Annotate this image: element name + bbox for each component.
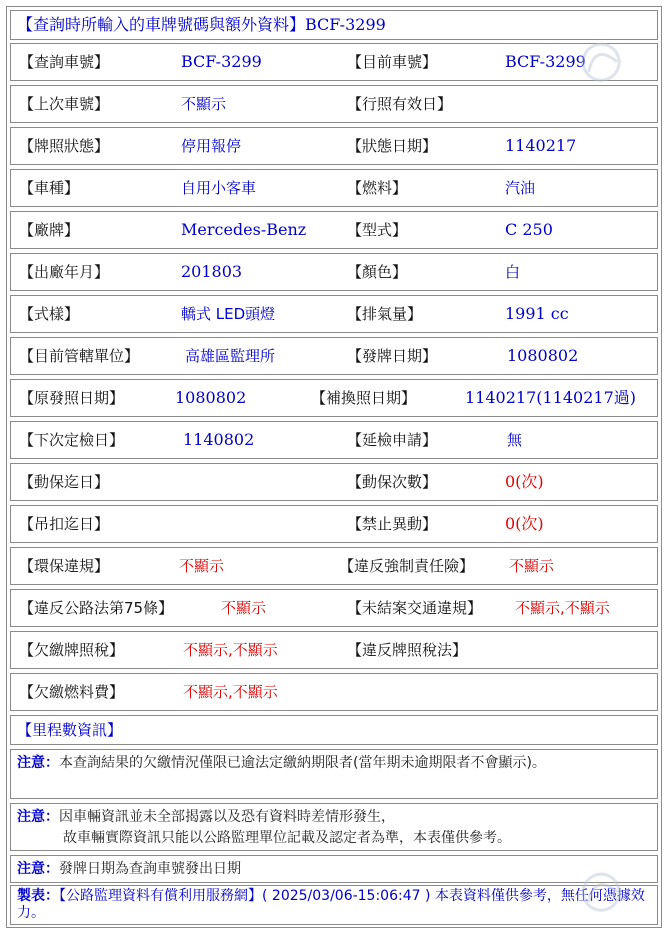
report-footer: [10, 885, 658, 925]
value-insurance-violation: 不顯示: [509, 557, 555, 575]
label-transfer-ban: 【禁止異動】: [347, 515, 438, 533]
value-highway-law-violation: 不顯示: [221, 599, 267, 617]
label-inspection-extension: 【延檢申請】: [347, 431, 438, 449]
value-vehicle-type: 自用小客車: [181, 179, 257, 197]
value-unpaid-fuel-fee: 不顯示,不顯示: [183, 683, 278, 701]
row-query-plate: [10, 43, 658, 81]
value-reissue-date: 1140217(1140217過): [465, 388, 637, 407]
label-chattel-mortgage-count: 【動保次數】: [347, 473, 438, 491]
value-chattel-mortgage-count: 0(次): [505, 472, 544, 491]
label-brand: 【廠牌】: [19, 221, 80, 239]
label-license-valid-date: 【行照有效日】: [347, 95, 453, 113]
row-highway-law: [10, 589, 658, 627]
note-3: [10, 855, 658, 883]
vehicle-report: [6, 6, 662, 928]
label-body-style: 【式樣】: [19, 305, 80, 323]
row-environmental: [10, 547, 658, 585]
row-manufacture-date: [10, 253, 658, 291]
row-brand: [10, 211, 658, 249]
value-color: 白: [505, 263, 521, 281]
label-environmental-violation: 【環保違規】: [19, 557, 110, 575]
row-vehicle-type: [10, 169, 658, 207]
label-query-plate: 【查詢車號】: [19, 53, 110, 71]
value-unpaid-license-tax: 不顯示,不顯示: [183, 641, 278, 659]
note-text: 故車輛實際資訊只能以公路監理單位記載及認定者為準，本表僅供參考。: [63, 830, 511, 846]
note-label: 注意：: [17, 755, 59, 771]
label-plate-status: 【牌照狀態】: [19, 137, 110, 155]
label-insurance-violation: 【違反強制責任險】: [339, 557, 475, 575]
value-brand: Mercedes-Benz: [181, 220, 307, 239]
value-manufacture-date: 201803: [181, 262, 243, 281]
row-fuel-fee: [10, 673, 658, 711]
label-unpaid-license-tax: 【欠繳牌照稅】: [19, 641, 125, 659]
value-body-style: 轎式 LED頭燈: [181, 305, 276, 323]
value-query-plate: BCF-3299: [181, 52, 262, 71]
label-next-inspection: 【下次定檢日】: [19, 431, 125, 449]
label-fuel: 【燃料】: [347, 179, 408, 197]
note-text: 因車輛資訊並未全部揭露以及恐有資料時差情形發生，: [59, 809, 395, 825]
row-original-license-date: [10, 379, 658, 417]
value-environmental-violation: 不顯示: [179, 557, 225, 575]
value-current-plate: BCF-3299: [505, 52, 586, 71]
note-2: [10, 803, 658, 851]
value-inspection-extension: 無: [507, 431, 523, 449]
note-1: [10, 749, 658, 799]
label-unpaid-fuel-fee: 【欠繳燃料費】: [19, 683, 125, 701]
label-current-plate: 【目前車號】: [347, 53, 438, 71]
row-plate-status: [10, 127, 658, 165]
note-label: 注意：: [17, 861, 59, 877]
footer-label: 製表：: [17, 888, 59, 904]
row-previous-plate: [10, 85, 658, 123]
row-license-tax: [10, 631, 658, 669]
label-displacement: 【排氣量】: [347, 305, 423, 323]
label-manufacture-date: 【出廠年月】: [19, 263, 110, 281]
value-status-date: 1140217: [505, 136, 577, 155]
value-transfer-ban: 0(次): [505, 514, 544, 533]
label-reissue-date: 【補換照日期】: [311, 389, 417, 407]
note-label: 注意：: [17, 809, 59, 825]
row-chattel-mortgage: [10, 463, 658, 501]
label-license-tax-violation: 【違反牌照稅法】: [347, 641, 468, 659]
label-open-traffic-violation: 【未結案交通違規】: [347, 599, 483, 617]
row-body-style: [10, 295, 658, 333]
label-jurisdiction: 【目前管轄單位】: [19, 347, 140, 365]
label-chattel-mortgage-date: 【動保迄日】: [19, 473, 110, 491]
row-suspension: [10, 505, 658, 543]
value-original-license-date: 1080802: [175, 388, 247, 407]
label-plate-issue-date: 【發牌日期】: [347, 347, 438, 365]
value-next-inspection: 1140802: [183, 430, 255, 449]
value-plate-issue-date: 1080802: [507, 346, 579, 365]
label-highway-law-violation: 【違反公路法第75條】: [19, 599, 174, 617]
label-vehicle-type: 【車種】: [19, 179, 80, 197]
mileage-section-title: 【里程數資訊】: [10, 715, 658, 745]
value-jurisdiction: 高雄區監理所: [185, 347, 276, 365]
label-color: 【顏色】: [347, 263, 408, 281]
label-status-date: 【狀態日期】: [347, 137, 438, 155]
label-previous-plate: 【上次車號】: [19, 95, 110, 113]
value-fuel: 汽油: [505, 179, 536, 197]
label-suspension-date: 【吊扣迄日】: [19, 515, 110, 533]
label-original-license-date: 【原發照日期】: [19, 389, 125, 407]
query-title: 【查詢時所輸入的車牌號碼與額外資料】BCF-3299: [10, 10, 658, 40]
footer-text: 【公路監理資料有償利用服務網】( 2025/03/06-15:06:47 ) 本表資料僅供參考，無任何憑據效力。: [17, 888, 645, 921]
value-plate-status: 停用報停: [181, 137, 242, 155]
row-next-inspection: [10, 421, 658, 459]
row-jurisdiction: [10, 337, 658, 375]
value-displacement: 1991 cc: [505, 304, 569, 323]
value-open-traffic-violation: 不顯示,不顯示: [515, 599, 610, 617]
label-model: 【型式】: [347, 221, 408, 239]
value-previous-plate: 不顯示: [181, 95, 227, 113]
value-model: C 250: [505, 220, 553, 239]
note-text: 發牌日期為查詢車號發出日期: [59, 861, 241, 877]
note-text: 本查詢結果的欠繳情況僅限已逾法定繳納期限者(當年期未逾期限者不會顯示)。: [59, 755, 546, 771]
